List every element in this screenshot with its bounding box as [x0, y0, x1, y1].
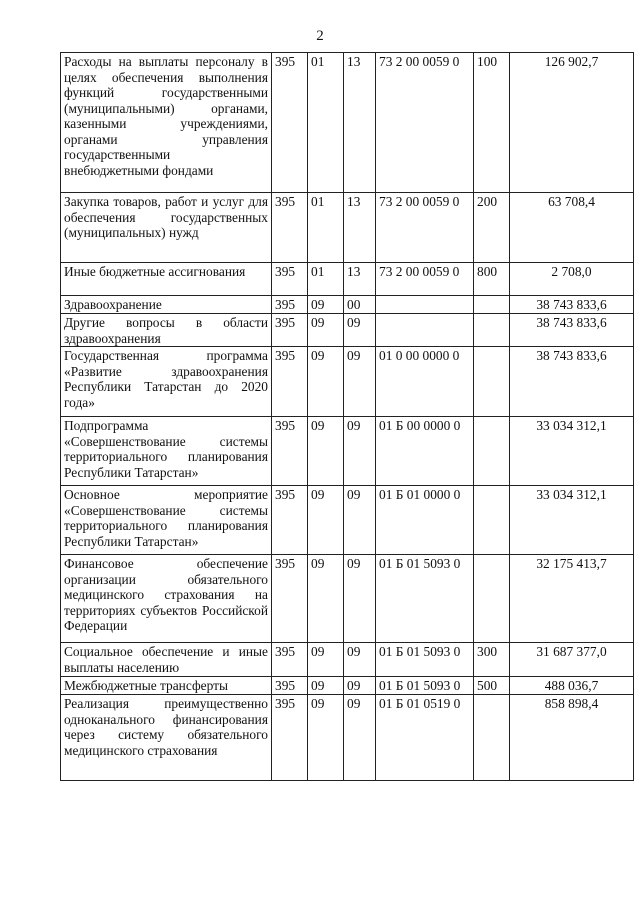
pr-cell: 09 [344, 314, 376, 347]
csr-cell: 73 2 00 0059 0 [376, 263, 474, 296]
table-row [61, 486, 634, 555]
ved-cell: 395 [272, 193, 308, 263]
vr-cell [474, 296, 510, 314]
row-name-cell: Реализация преимущественно одноканального финансирования через систему обязательного медицинского страхования [61, 695, 272, 781]
csr-cell: 01 Б 01 0519 0 [376, 695, 474, 781]
ved-cell: 395 [272, 643, 308, 677]
ved-cell: 395 [272, 677, 308, 695]
vr-cell: 800 [474, 263, 510, 296]
csr-cell [376, 314, 474, 347]
rz-cell: 01 [308, 53, 344, 193]
pr-cell: 09 [344, 417, 376, 486]
ved-cell: 395 [272, 417, 308, 486]
pr-cell: 09 [344, 555, 376, 643]
ved-cell: 395 [272, 314, 308, 347]
rz-cell: 09 [308, 347, 344, 417]
csr-cell: 73 2 00 0059 0 [376, 53, 474, 193]
ved-cell: 395 [272, 347, 308, 417]
csr-cell [376, 296, 474, 314]
vr-cell [474, 486, 510, 555]
amount-cell: 858 898,4 [510, 695, 634, 781]
pr-cell: 09 [344, 677, 376, 695]
vr-cell [474, 347, 510, 417]
amount-cell: 488 036,7 [510, 677, 634, 695]
ved-cell: 395 [272, 296, 308, 314]
vr-cell [474, 695, 510, 781]
amount-cell: 126 902,7 [510, 53, 634, 193]
amount-cell: 38 743 833,6 [510, 314, 634, 347]
budget-table-body [61, 53, 634, 781]
csr-cell: 01 Б 00 0000 0 [376, 417, 474, 486]
table-row [61, 695, 634, 781]
rz-cell: 01 [308, 193, 344, 263]
vr-cell: 500 [474, 677, 510, 695]
vr-cell: 300 [474, 643, 510, 677]
pr-cell: 13 [344, 53, 376, 193]
rz-cell: 09 [308, 555, 344, 643]
vr-cell: 200 [474, 193, 510, 263]
row-name-cell: Здравоохранение [61, 296, 272, 314]
row-name-cell: Межбюджетные трансферты [61, 677, 272, 695]
rz-cell: 09 [308, 296, 344, 314]
pr-cell: 13 [344, 193, 376, 263]
rz-cell: 09 [308, 486, 344, 555]
csr-cell: 01 Б 01 5093 0 [376, 677, 474, 695]
pr-cell: 00 [344, 296, 376, 314]
pr-cell: 09 [344, 643, 376, 677]
row-name-cell: Основное мероприятие «Совершенствование системы территориального планирования Республики Татарстан» [61, 486, 272, 555]
table-row [61, 677, 634, 695]
table-row [61, 347, 634, 417]
table-row [61, 53, 634, 193]
amount-cell: 32 175 413,7 [510, 555, 634, 643]
rz-cell: 09 [308, 417, 344, 486]
row-name-cell: Государственная программа «Развитие здравоохранения Республики Татарстан до 2020 года» [61, 347, 272, 417]
row-name-cell: Расходы на выплаты персоналу в целях обеспечения выполнения функций государственными (муниципальными) органами, казенными учреждениями, органами управления государственными внебюджетными фондами [61, 53, 272, 193]
amount-cell: 38 743 833,6 [510, 347, 634, 417]
ved-cell: 395 [272, 53, 308, 193]
table-row [61, 417, 634, 486]
row-name-cell: Финансовое обеспечение организации обязательного медицинского страхования на территориях субъектов Российской Федерации [61, 555, 272, 643]
csr-cell: 01 Б 01 5093 0 [376, 555, 474, 643]
pr-cell: 09 [344, 347, 376, 417]
ved-cell: 395 [272, 486, 308, 555]
amount-cell: 63 708,4 [510, 193, 634, 263]
pr-cell: 09 [344, 695, 376, 781]
amount-cell: 33 034 312,1 [510, 417, 634, 486]
csr-cell: 73 2 00 0059 0 [376, 193, 474, 263]
vr-cell [474, 314, 510, 347]
table-row [61, 296, 634, 314]
amount-cell: 33 034 312,1 [510, 486, 634, 555]
rz-cell: 09 [308, 314, 344, 347]
table-row [61, 555, 634, 643]
pr-cell: 09 [344, 486, 376, 555]
csr-cell: 01 0 00 0000 0 [376, 347, 474, 417]
ved-cell: 395 [272, 263, 308, 296]
csr-cell: 01 Б 01 0000 0 [376, 486, 474, 555]
table-row [61, 314, 634, 347]
table-row [61, 643, 634, 677]
rz-cell: 09 [308, 677, 344, 695]
csr-cell: 01 Б 01 5093 0 [376, 643, 474, 677]
ved-cell: 395 [272, 695, 308, 781]
row-name-cell: Иные бюджетные ассигнования [61, 263, 272, 296]
page-number: 2 [316, 28, 324, 44]
vr-cell [474, 417, 510, 486]
rz-cell: 09 [308, 695, 344, 781]
table-row [61, 263, 634, 296]
table-row [61, 193, 634, 263]
budget-table [60, 52, 634, 781]
amount-cell: 38 743 833,6 [510, 296, 634, 314]
vr-cell [474, 555, 510, 643]
ved-cell: 395 [272, 555, 308, 643]
row-name-cell: Другие вопросы в области здравоохранения [61, 314, 272, 347]
vr-cell: 100 [474, 53, 510, 193]
row-name-cell: Закупка товаров, работ и услуг для обеспечения государственных (муниципальных) нужд [61, 193, 272, 263]
row-name-cell: Социальное обеспечение и иные выплаты населению [61, 643, 272, 677]
amount-cell: 31 687 377,0 [510, 643, 634, 677]
amount-cell: 2 708,0 [510, 263, 634, 296]
pr-cell: 13 [344, 263, 376, 296]
rz-cell: 01 [308, 263, 344, 296]
row-name-cell: Подпрограмма «Совершенствование системы территориального планирования Республики Татарстан» [61, 417, 272, 486]
rz-cell: 09 [308, 643, 344, 677]
